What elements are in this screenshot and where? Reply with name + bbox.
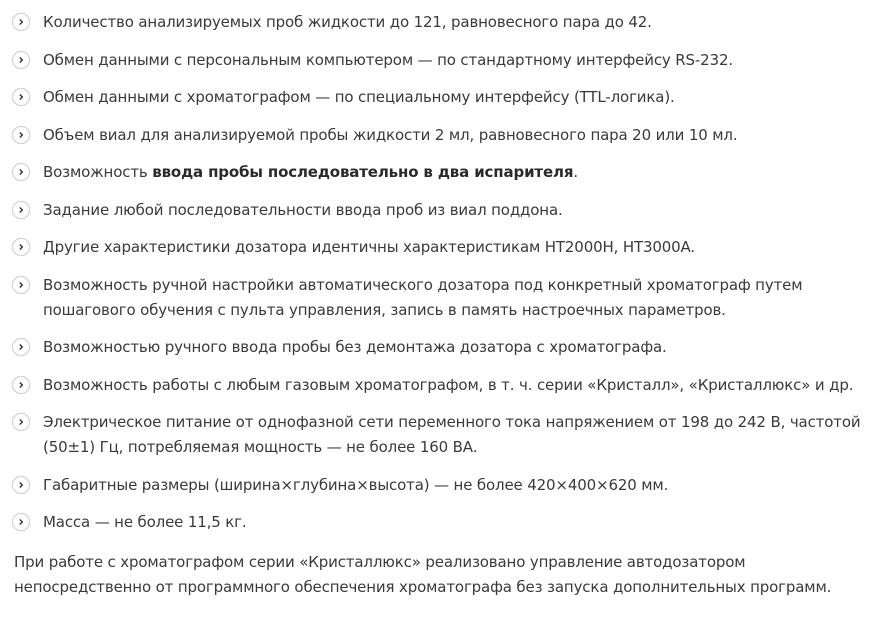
list-item xyxy=(12,510,872,535)
chevron-right-circle-icon xyxy=(12,413,30,431)
chevron-right-circle-icon xyxy=(12,201,30,219)
chevron-right-circle-icon xyxy=(12,126,30,144)
chevron-right-circle-icon xyxy=(12,276,30,294)
list-item xyxy=(12,235,872,260)
list-item xyxy=(12,273,872,323)
list-item xyxy=(12,160,872,185)
list-item-text: Объем виал для анализируемой пробы жидкости 2 мл, равновесного пара 20 или 10 мл. xyxy=(43,125,738,144)
feature-list xyxy=(12,10,872,548)
chevron-right-circle-icon xyxy=(12,13,30,31)
list-item xyxy=(12,198,872,223)
list-item-text: Возможность ручной настройки автоматического дозатора под конкретный хроматограф путем пошагового обучения с пульта управления, запись в память настроечных параметров. xyxy=(43,275,803,319)
list-item-text: Возможность работы с любым газовым хроматографом, в т. ч. серии «Кристалл», «Кристаллюкс» и др. xyxy=(43,375,854,394)
list-item-text: Электрическое питание от однофазной сети переменного тока напряжением от 198 до 242 В, частотой (50±1) Гц, потребляемая мощность — не более 160 ВА. xyxy=(43,413,861,456)
list-item xyxy=(12,123,872,148)
list-item-text: Обмен данными с хроматографом — по специальному интерфейсу (TTL-логика). xyxy=(43,88,675,106)
list-item-text: Задание любой последовательности ввода проб из виал поддона. xyxy=(43,200,563,219)
chevron-right-circle-icon xyxy=(12,238,30,256)
chevron-right-circle-icon xyxy=(12,476,30,494)
list-item-text: Габаритные размеры (ширина×глубина×высота) — не более 420×400×620 мм. xyxy=(43,475,669,494)
list-item-text: Обмен данными с персональным компьютером — по стандартному интерфейсу RS-232. xyxy=(43,50,733,69)
chevron-right-circle-icon xyxy=(12,513,30,531)
list-item xyxy=(12,335,872,360)
list-item xyxy=(12,473,872,498)
note-paragraph: При работе с хроматографом серии «Кристаллюкс» реализовано управление автодозатором непосредственно от программного обеспечения хроматографа без запуска дополнительных программ. xyxy=(14,553,832,596)
list-item xyxy=(12,10,872,35)
chevron-right-circle-icon xyxy=(12,338,30,356)
list-item-text: Возможность ввода пробы последовательно в два испарителя. xyxy=(43,163,578,181)
list-item-text: Количество анализируемых проб жидкости до 121, равновесного пара до 42. xyxy=(43,13,652,31)
chevron-right-circle-icon xyxy=(12,88,30,106)
chevron-right-circle-icon xyxy=(12,163,30,181)
list-item-text: Другие характеристики дозатора идентичны характеристикам HT2000H, HT3000A. xyxy=(43,238,696,256)
list-item xyxy=(12,373,872,398)
list-item-text: Возможностью ручного ввода пробы без демонтажа дозатора с хроматографа. xyxy=(43,338,667,356)
list-item-text: Масса — не более 11,5 кг. xyxy=(43,513,247,531)
list-item xyxy=(12,85,872,110)
chevron-right-circle-icon xyxy=(12,376,30,394)
list-item xyxy=(12,48,872,73)
emphasis-text: ввода пробы последовательно в два испарителя xyxy=(152,163,574,181)
list-item xyxy=(12,410,872,460)
chevron-right-circle-icon xyxy=(12,51,30,69)
